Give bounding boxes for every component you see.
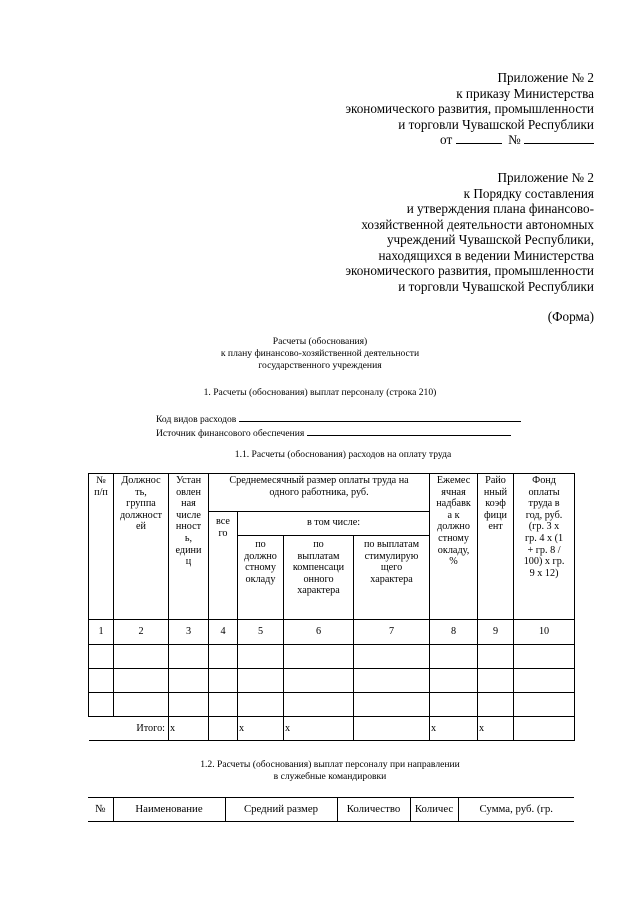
header-including: в том числе: xyxy=(238,512,430,536)
travel-table xyxy=(88,797,574,822)
appendix-line: и утверждения плана финансово- xyxy=(406,201,594,216)
header-annual-fund: Фонд оплаты труда в год, руб. (гр. 3 x гр. 4 x (1 + гр. 8 / 100) x гр. 9 x 12) xyxy=(514,474,575,620)
header-name: Наименование xyxy=(113,798,225,822)
table-cell xyxy=(514,669,575,693)
table-row xyxy=(89,669,575,693)
appendix-line: экономического развития, промышленности xyxy=(345,101,594,116)
table-cell xyxy=(238,645,284,669)
appendix-line: экономического развития, промышленности xyxy=(345,263,594,278)
table-cell xyxy=(478,669,514,693)
column-number: 4 xyxy=(209,620,238,645)
column-number-row xyxy=(89,620,575,645)
header-by-salary: по должно стному окладу xyxy=(238,536,284,620)
table-cell xyxy=(354,669,430,693)
section-1-2-title xyxy=(10,759,640,783)
table-cell xyxy=(209,645,238,669)
header-avg-amount: Средний размер xyxy=(225,798,337,822)
table-cell xyxy=(169,693,209,717)
table-cell xyxy=(209,669,238,693)
table-row xyxy=(89,693,575,717)
table-cell xyxy=(238,693,284,717)
table-cell xyxy=(238,669,284,693)
appendix-line: находящихся в ведении Министерства xyxy=(378,247,594,263)
column-number: 2 xyxy=(114,620,169,645)
funding-source-blank xyxy=(307,425,511,436)
table-cell xyxy=(514,693,575,717)
doc-title-line: государственного учреждения xyxy=(258,360,382,371)
total-cell xyxy=(209,717,238,741)
section-1-2-line: 1.2. Расчеты (обоснования) выплат персоналу при направлении xyxy=(200,759,460,770)
total-row xyxy=(89,717,575,741)
table-cell xyxy=(284,693,354,717)
table-cell xyxy=(354,645,430,669)
expense-code-label: Код видов расходов xyxy=(156,414,237,425)
header-position: Должнос ть, группа должност ей xyxy=(114,474,169,620)
total-cell xyxy=(514,717,575,741)
funding-source-label: Источник финансового обеспечения xyxy=(156,428,305,439)
header-total: все го xyxy=(209,512,238,620)
table-cell xyxy=(430,693,478,717)
table-cell xyxy=(89,669,114,693)
expense-code-field xyxy=(156,411,521,426)
doc-title-line: к плану финансово-хозяйственной деятельности xyxy=(220,348,420,359)
column-number: 5 xyxy=(238,620,284,645)
header-monthly-bonus: Ежемес ячная надбавк а к должно стному окладу, % xyxy=(430,474,478,620)
table-cell xyxy=(209,693,238,717)
column-number: 8 xyxy=(430,620,478,645)
total-cell: x xyxy=(238,717,284,741)
total-label: Итого: xyxy=(89,717,169,741)
table-cell xyxy=(354,693,430,717)
number-prefix: № xyxy=(508,132,521,147)
column-number: 10 xyxy=(514,620,575,645)
total-cell: x xyxy=(169,717,209,741)
appendix-title: Приложение № 2 xyxy=(497,70,594,85)
table-cell xyxy=(514,645,575,669)
column-number: 3 xyxy=(169,620,209,645)
appendix-line: и торговли Чувашской Республики xyxy=(398,116,594,132)
table-cell xyxy=(169,645,209,669)
table-cell xyxy=(169,669,209,693)
table-cell xyxy=(284,645,354,669)
table-cell xyxy=(430,669,478,693)
header-avg-salary: Среднемесячный размер оплаты труда на одного работника, руб. xyxy=(209,474,430,512)
table-cell xyxy=(478,645,514,669)
number-blank xyxy=(524,133,594,144)
appendix-order-block xyxy=(345,70,594,148)
table-cell xyxy=(478,693,514,717)
section-1-title: 1. Расчеты (обоснования) выплат персоналу (строка 210) xyxy=(203,387,437,398)
date-blank xyxy=(456,133,502,144)
total-cell xyxy=(354,717,430,741)
appendix-line: и торговли Чувашской Республики xyxy=(398,278,594,294)
header-regional-coef: Райо нный коэф фици ент xyxy=(478,474,514,620)
column-number: 9 xyxy=(478,620,514,645)
appendix-line: учреждений Чувашской Республики, xyxy=(386,232,594,247)
header-num: № xyxy=(88,798,113,822)
section-1-1-title: 1.1. Расчеты (обоснования) расходов на оплату труда xyxy=(234,449,452,460)
appendix-line: хозяйственной деятельности автономных xyxy=(361,216,594,232)
doc-title-line: Расчеты (обоснования) xyxy=(272,336,368,347)
header-sum: Сумма, руб. (гр. xyxy=(458,798,574,822)
section-1-2-line: в служебные командировки xyxy=(273,771,387,782)
table-cell xyxy=(89,645,114,669)
header-quantity: Количество xyxy=(337,798,410,822)
doc-title xyxy=(0,336,640,372)
table-row xyxy=(89,645,575,669)
table-cell xyxy=(284,669,354,693)
column-number: 7 xyxy=(354,620,430,645)
total-cell: x xyxy=(284,717,354,741)
table-cell xyxy=(89,693,114,717)
header-num: № п/п xyxy=(89,474,114,620)
table-cell xyxy=(114,693,169,717)
header-incentive: по выплатам стимулирую щего характера xyxy=(354,536,430,620)
header-compensation: по выплатам компенсаци онного характера xyxy=(284,536,354,620)
header-quantity-2: Количес xyxy=(410,798,458,822)
salary-table xyxy=(88,473,575,741)
table-cell xyxy=(430,645,478,669)
column-number: 1 xyxy=(89,620,114,645)
appendix-date-number-line xyxy=(345,132,594,148)
date-prefix: от xyxy=(440,132,453,147)
table-cell xyxy=(114,669,169,693)
table-cell xyxy=(114,645,169,669)
appendix-line: к Порядку составления xyxy=(463,185,594,201)
column-number: 6 xyxy=(284,620,354,645)
header-staff: Устан овлен ная числе нност ь, едини ц xyxy=(169,474,209,620)
total-cell: x xyxy=(478,717,514,741)
appendix-line: к приказу Министерства xyxy=(456,85,594,101)
form-label: (Форма) xyxy=(547,309,594,324)
total-cell: x xyxy=(430,717,478,741)
expense-code-blank xyxy=(239,411,521,422)
appendix-title: Приложение № 2 xyxy=(497,170,594,185)
appendix-procedure-block xyxy=(345,170,594,294)
funding-source-field xyxy=(156,425,511,440)
